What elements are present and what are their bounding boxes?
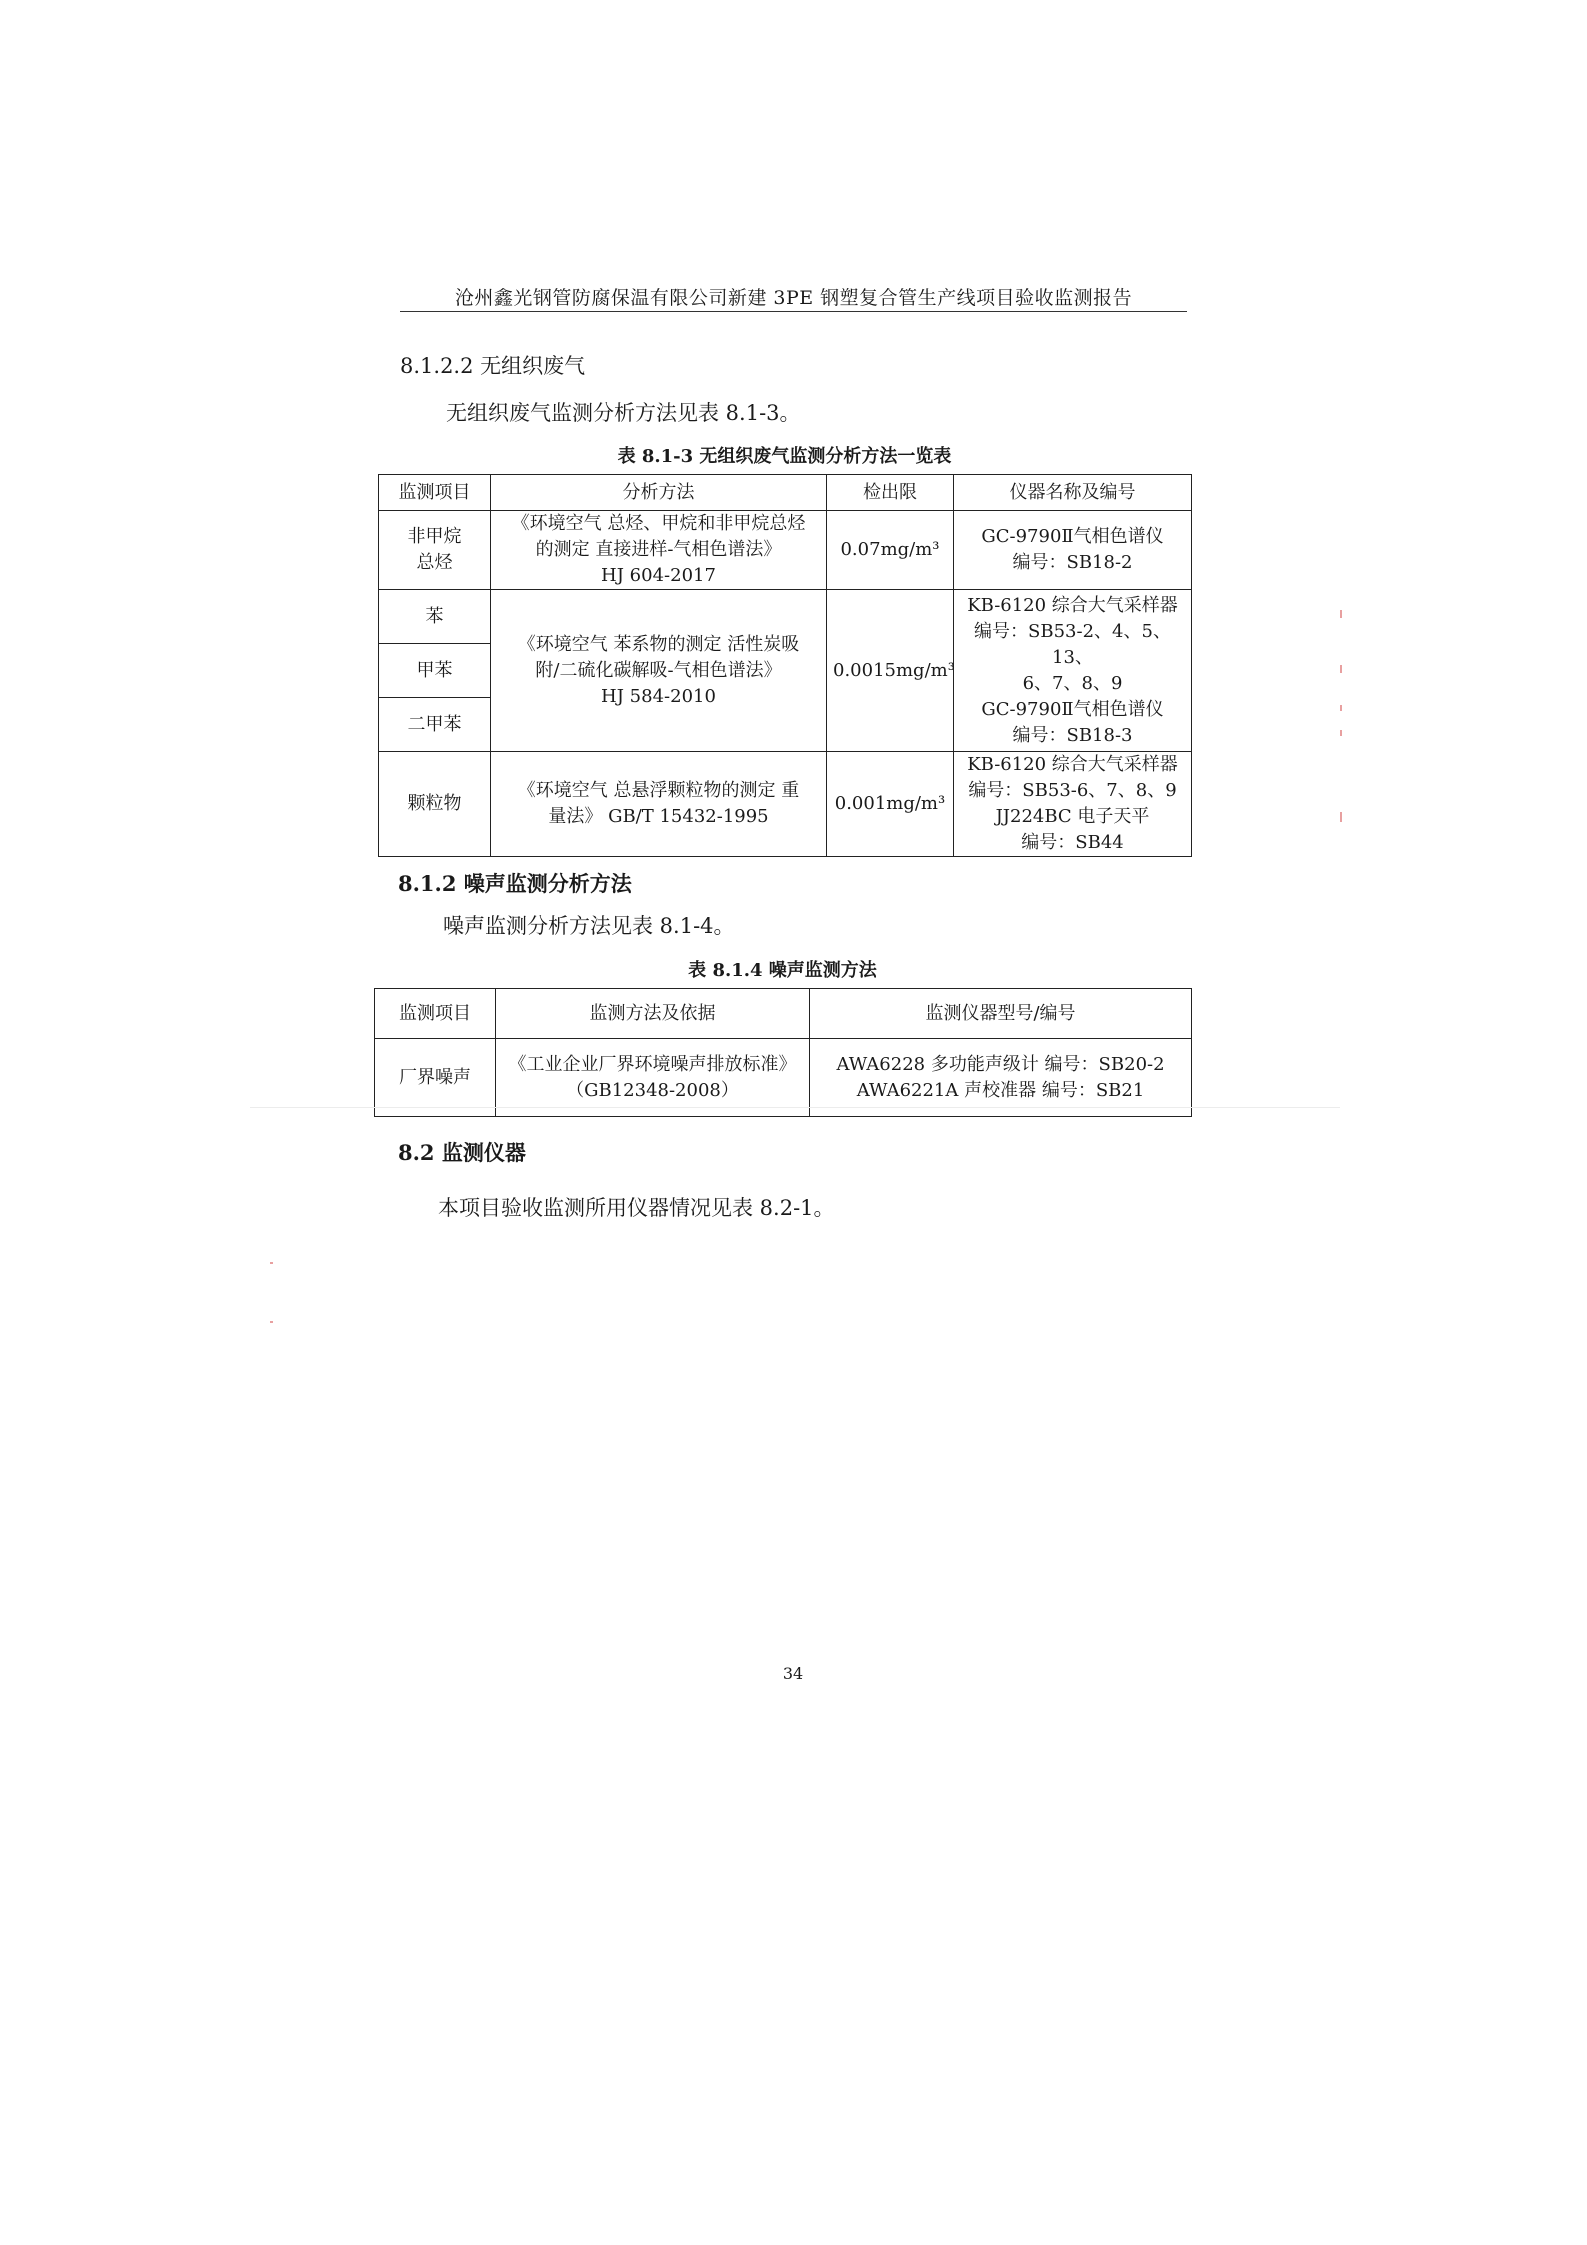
cell-text: JJ224BC 电子天平 [995,806,1150,827]
table-row [379,752,1192,857]
cell-text: KB-6120 综合大气采样器 [967,754,1178,775]
cell-text: （GB12348-2008） [566,1079,739,1101]
header-cell: 检出限 [827,475,954,511]
section-heading-82: 8.2 监测仪器 [398,1140,526,1165]
table-caption-8-1-3: 表 8.1-3 无组织废气监测分析方法一览表 [617,446,952,467]
cell-text: 《环境空气 总悬浮颗粒物的测定 重 [517,780,800,801]
section-intro-812: 噪声监测分析方法见表 8.1-4。 [443,914,735,938]
section-intro-8122: 无组织废气监测分析方法见表 8.1-3。 [446,401,801,425]
cell-text: 非甲烷 [407,526,462,547]
cell-text: 《环境空气 苯系物的测定 活性炭吸 [517,633,800,655]
table-row [375,1039,1192,1117]
item-cell: 苯 [379,590,491,644]
cell-text: GC-9790Ⅱ气相色谱仪 [981,526,1164,547]
item-cell: 颗粒物 [379,752,491,857]
scan-artifact-mark [1340,812,1342,822]
instrument-cell [954,511,1192,590]
limit-cell: 0.07mg/m³ [827,511,954,590]
section-heading-812: 8.1.2 噪声监测分析方法 [398,871,632,896]
cell-text: 编号：SB53-2、4、5、13、 [974,620,1171,668]
item-cell: 厂界噪声 [375,1039,496,1117]
scan-artifact-mark [1340,705,1342,711]
scan-artifact-line [250,1107,1340,1108]
scan-artifact-mark [1340,665,1342,673]
header-divider [400,311,1187,312]
instrument-cell [954,752,1192,857]
method-cell [491,511,827,590]
table-header-row [375,989,1192,1039]
page-number: 34 [782,1664,804,1683]
scan-artifact-mark [1340,730,1342,736]
cell-text: 编号：SB44 [1021,832,1124,853]
cell-text: 编号：SB18-2 [1012,552,1133,573]
cell-text: HJ 584-2010 [601,685,716,707]
header-cell: 监测项目 [375,989,496,1039]
report-header-title: 沧州鑫光钢管防腐保温有限公司新建 3PE 钢塑复合管生产线项目验收监测报告 [454,287,1133,309]
table-caption-8-1-4: 表 8.1.4 噪声监测方法 [688,960,877,981]
section-intro-82: 本项目验收监测所用仪器情况见表 8.2-1。 [438,1196,835,1220]
table-unorganized-gas-methods [378,474,1192,857]
cell-text: GC-9790Ⅱ气相色谱仪 [981,698,1164,720]
cell-text: 编号：SB53-6、7、8、9 [968,780,1177,801]
method-cell [491,752,827,857]
cell-text: 《环境空气 总烃、甲烷和非甲烷总烃 [511,513,806,534]
scan-artifact-mark [1340,610,1342,618]
table-row [379,511,1192,590]
method-cell [496,1039,810,1117]
item-cell: 甲苯 [379,644,491,698]
limit-cell: 0.001mg/m³ [827,752,954,857]
instrument-cell [954,590,1192,752]
table-noise-methods [374,988,1192,1117]
cell-text: AWA6221A 声校准器 编号：SB21 [856,1079,1145,1101]
header-cell: 监测方法及依据 [496,989,810,1039]
scan-artifact-mark [270,1321,273,1323]
header-cell: 监测仪器型号/编号 [810,989,1192,1039]
table-header-row [379,475,1192,511]
cell-text: 的测定 直接进样-气相色谱法》 [535,539,782,560]
instrument-cell [810,1039,1192,1117]
cell-text: 6、7、8、9 [1022,672,1123,694]
cell-text: KB-6120 综合大气采样器 [967,594,1178,616]
cell-text: 量法》 GB/T 15432-1995 [548,806,769,827]
item-cell [379,511,491,590]
cell-text: 编号：SB18-3 [1012,724,1133,746]
section-heading-8122: 8.1.2.2 无组织废气 [400,354,586,378]
table-row [379,590,1192,644]
header-cell: 分析方法 [491,475,827,511]
limit-cell: 0.0015mg/m³ [827,590,954,752]
cell-text: 附/二硫化碳解吸-气相色谱法》 [535,659,782,681]
cell-text: 总烃 [416,552,453,573]
item-cell: 二甲苯 [379,698,491,752]
cell-text: AWA6228 多功能声级计 编号：SB20-2 [836,1053,1165,1075]
cell-text: HJ 604-2017 [601,565,716,586]
method-cell [491,590,827,752]
header-cell: 仪器名称及编号 [954,475,1192,511]
cell-text: 《工业企业厂界环境噪声排放标准》 [508,1053,797,1075]
scan-artifact-mark [270,1262,273,1264]
header-cell: 监测项目 [379,475,491,511]
